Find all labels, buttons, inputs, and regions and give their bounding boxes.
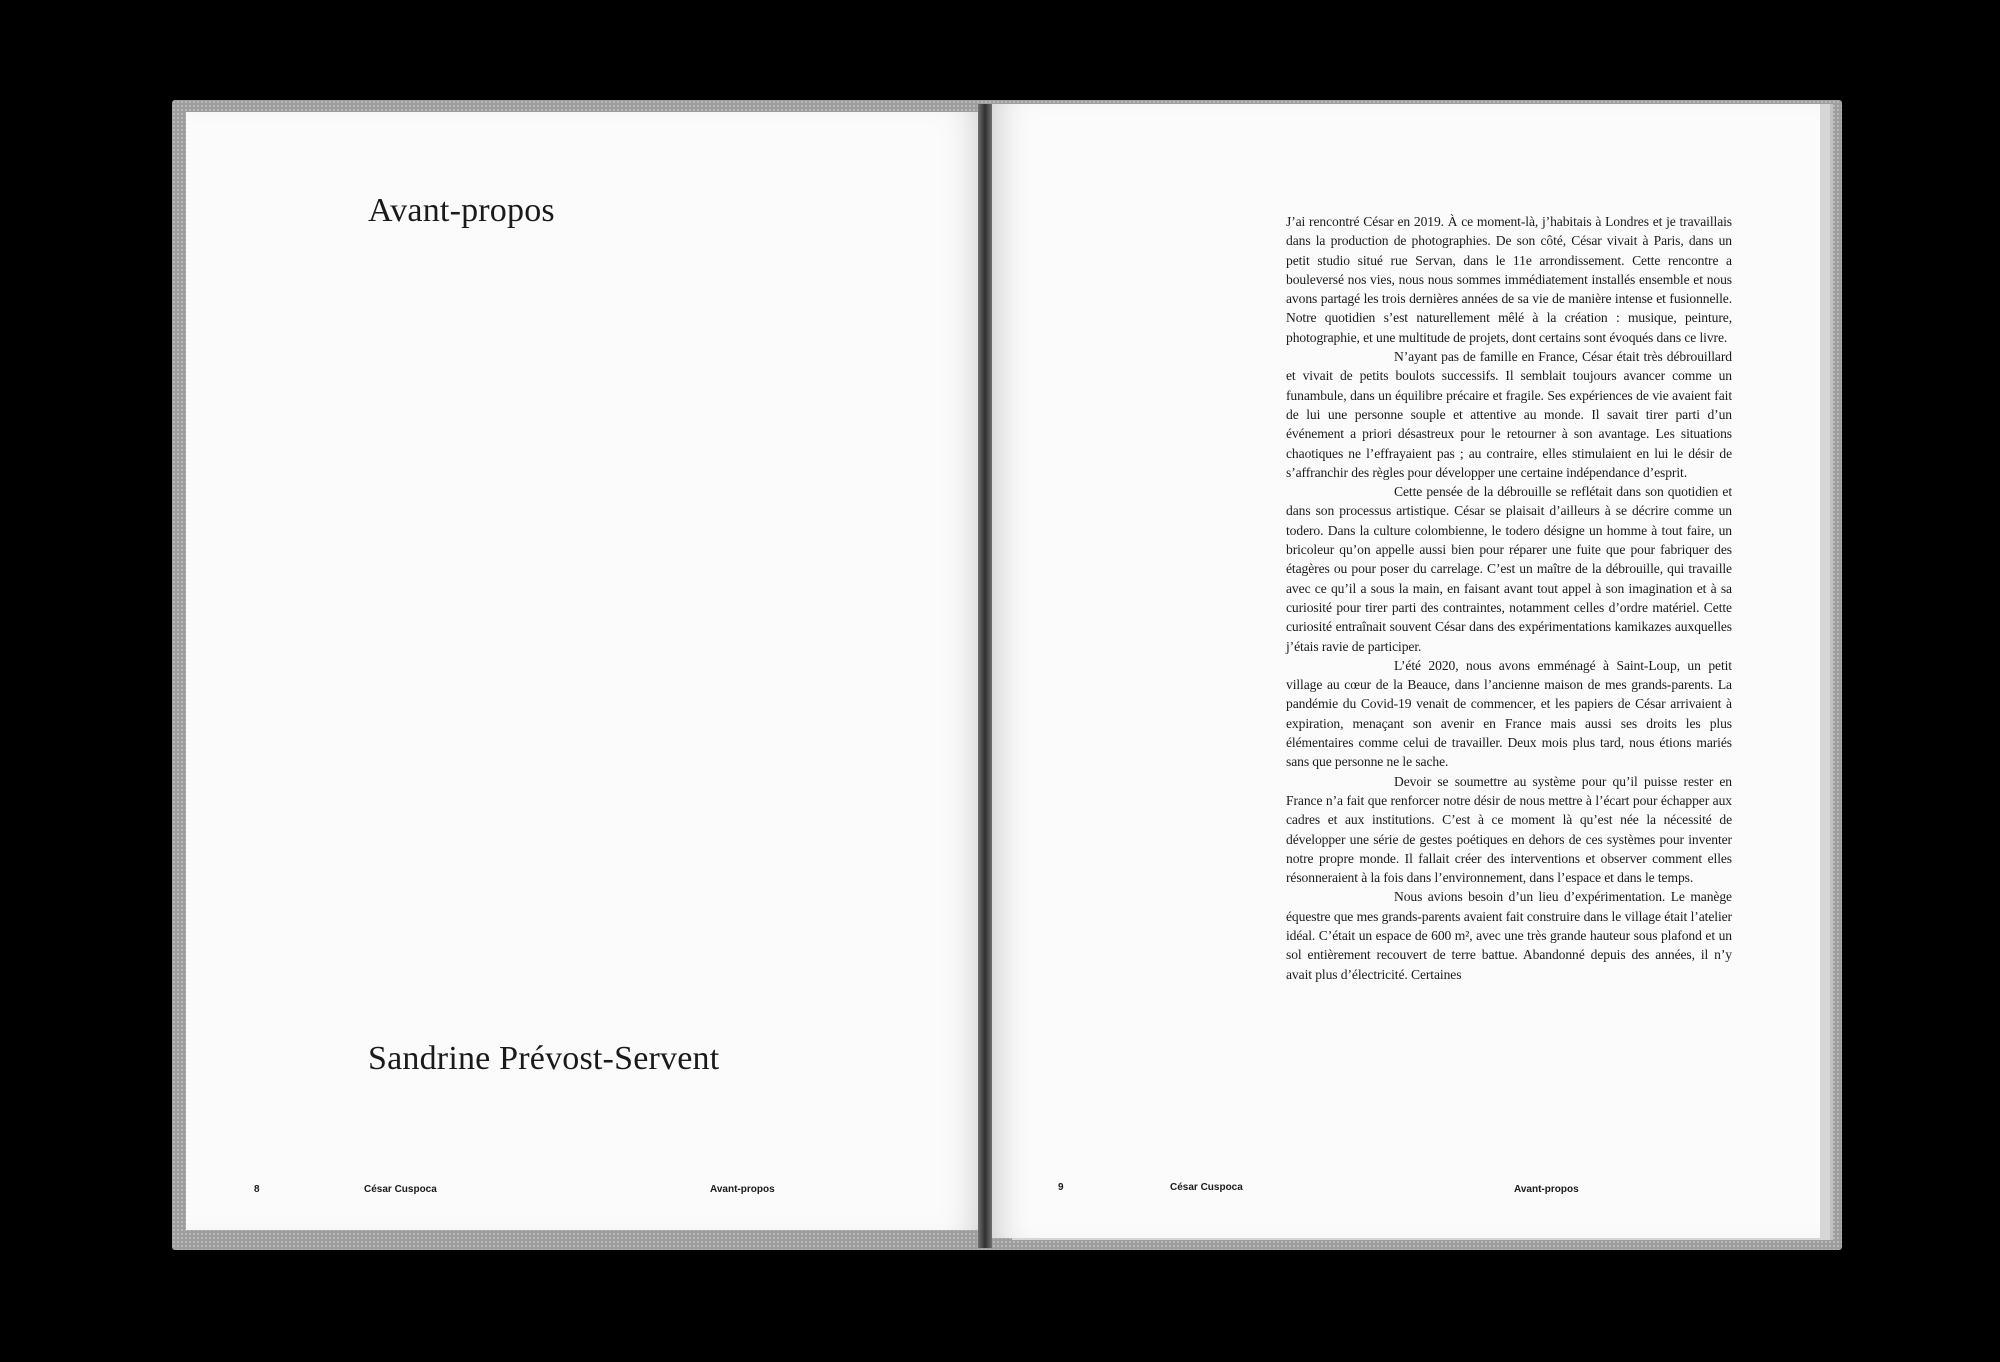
right-page: [990, 104, 1820, 1238]
page-number: 8: [254, 1184, 260, 1195]
paragraph: J’ai rencontré César en 2019. À ce moment-là, j’habitais à Londres et je travaillais dans la production de photographies. De son côté, César vivait à Paris, dans un petit studio situé rue Servan, dans le 11e arrondissement. Cette rencontre a bouleversé nos vies, nous nous sommes immédiatement installés ensemble et nous avons partagé les trois dernières années de sa vie de manière intense et fusionnelle. Notre quotidien s’est naturellement mêlé à la création : musique, peinture, photographie, et une multitude de projets, dont certains sont évoqués dans ce livre.: [1286, 214, 1732, 345]
paragraph: Cette pensée de la débrouille se reflétait dans son quotidien et dans son processus artistique. César se plaisait d’ailleurs à se décrire comme un todero. Dans la culture colombienne, le todero désigne un homme à tout faire, un bricoleur qu’on appelle aussi bien pour réparer une fuite que pour fabriquer des étagères ou pour poser du carrelage. C’est un maître de la débrouille, qui travaille avec ce qu’il a sous la main, en faisant avant tout appel à son imagination et à sa curiosité pour tirer parti des contraintes, notamment celles d’ordre matériel. Cette curiosité entraînait souvent César dans des expérimentations kamikazes auxquelles j’étais ravie de participer.: [1286, 484, 1732, 654]
page-title: Avant-propos: [368, 192, 555, 229]
book-gutter: [978, 104, 992, 1248]
left-page: [186, 112, 982, 1230]
running-head-section: Avant-propos: [710, 1184, 775, 1195]
running-head-author: César Cuspoca: [1170, 1182, 1243, 1193]
paragraph: N’ayant pas de famille en France, César était très débrouillard et vivait de petits boulots successifs. Il semblait toujours avancer comme un funambule, dans un équilibre précaire et fragile. Ses expériences de vie avaient fait de lui une personne souple et attentive au monde. Il savait tirer parti d’un événement a priori désastreux pour le retourner à son avantage. Les situations chaotiques ne l’effrayaient pas ; au contraire, elles stimulaient en lui le désir de s’affranchir des règles pour développer une certaine indépendance d’esprit.: [1286, 349, 1732, 480]
paragraph: L’été 2020, nous avons emménagé à Saint-Loup, un petit village au cœur de la Beauce, dans l’ancienne maison de mes grands-parents. La pandémie du Covid-19 venait de commencer, et les papiers de César arrivaient à expiration, menaçant son avenir en France mais aussi ses droits les plus élémentaires comme celui de travailler. Deux mois plus tard, nous étions mariés sans que personne ne le sache.: [1286, 657, 1732, 770]
running-head-section: Avant-propos: [1514, 1184, 1579, 1195]
paragraph: Devoir se soumettre au système pour qu’il puisse rester en France n’a fait que renforcer notre désir de nous mettre à l’écart pour échapper aux cadres et aux institutions. C’est à ce moment là qu’est née la nécessité de développer une série de gestes poétiques en dehors de ces systèmes pour inventer notre propre monde. Il fallait créer des interventions et observer comment elles résonneraient à la fois dans l’environnement, dans l’espace et dans le temps.: [1286, 773, 1732, 886]
page-number: 9: [1058, 1182, 1064, 1193]
running-head-author: César Cuspoca: [364, 1184, 437, 1195]
author-name: Sandrine Prévost-Servent: [368, 1040, 720, 1077]
body-text: [1286, 212, 1732, 984]
paragraph: Nous avions besoin d’un lieu d’expérimentation. Le manège équestre que mes grands-parents avaient fait construire dans le village était l’atelier idéal. C’était un espace de 600 m², avec une très grande hauteur sous plafond et un sol entièrement recouvert de terre battue. Abandonné depuis des années, il n’y avait plus d’électricité. Certaines: [1286, 889, 1732, 982]
